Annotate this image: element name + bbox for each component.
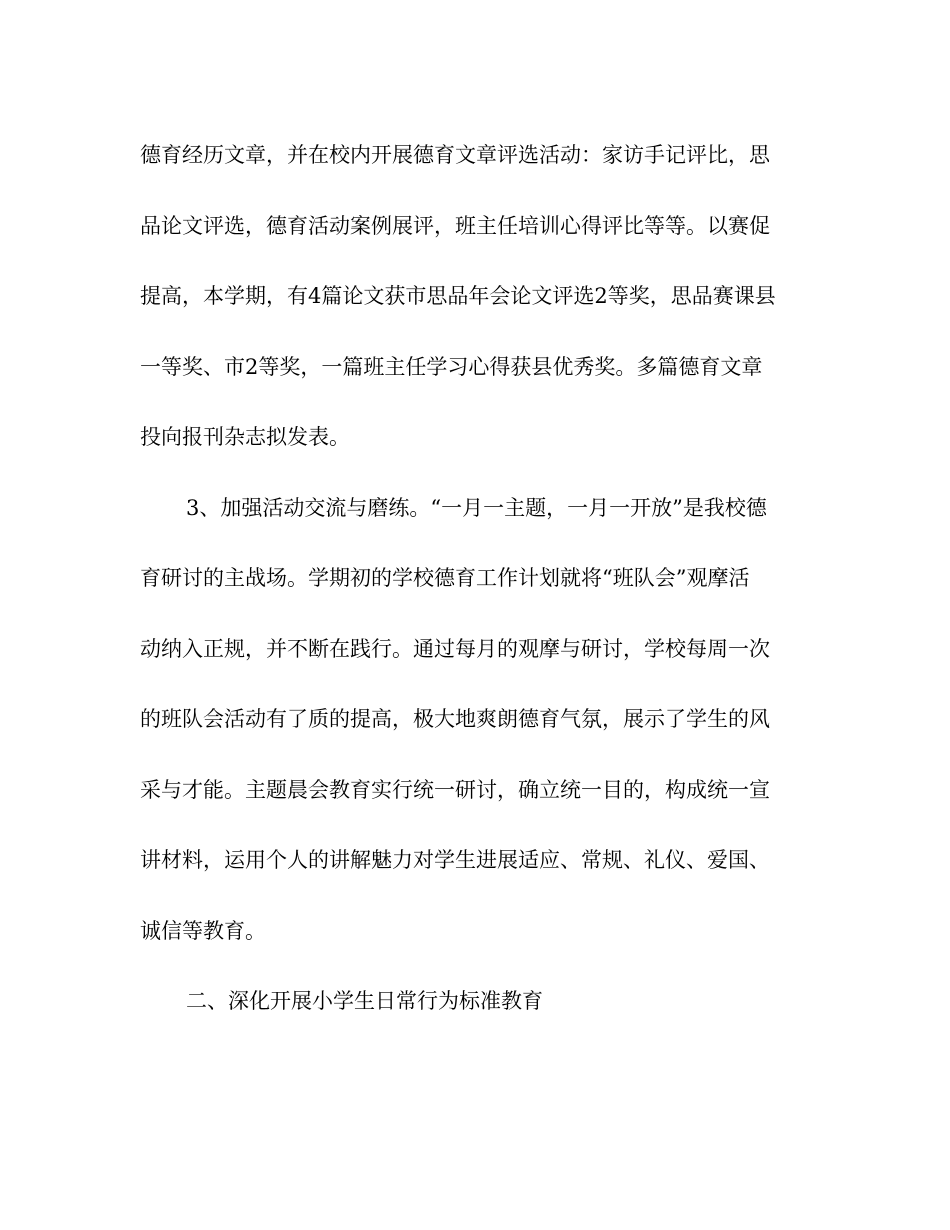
paragraph-start-line: 3、加强活动交流与磨练。“一月一主题，一月一开放”是我校德 bbox=[186, 495, 767, 520]
text-line: 诚信等教育。 bbox=[140, 918, 266, 943]
text-line: 采与才能。主题晨会教育实行统一研讨，确立统一目的，构成统一宣 bbox=[140, 777, 770, 802]
text-line: 投向报刊杂志拟发表。 bbox=[140, 425, 350, 449]
text-line: 讲材料，运用个人的讲解魅力对学生进展适应、常规、礼仪、爱国、 bbox=[140, 848, 770, 872]
text-line: 德育经历文章，并在校内开展德育文章评选活动：家访手记评比，思 bbox=[140, 143, 770, 167]
text-line: 提高，本学期，有4篇论文获市思品年会论文评选2等奖，思品赛课县 bbox=[140, 284, 776, 308]
text-line: 一等奖、市2等奖，一篇班主任学习心得获县优秀奖。多篇德育文章 bbox=[140, 354, 763, 379]
text-line: 的班队会活动有了质的提高，极大地爽朗德育气氛，展示了学生的风 bbox=[140, 707, 770, 731]
document-body bbox=[140, 120, 820, 1037]
text-line: 品论文评选，德育活动案例展评，班主任培训心得评比等等。以赛促 bbox=[140, 213, 770, 238]
text-line: 动纳入正规，并不断在践行。通过每月的观摩与研讨，学校每周一次 bbox=[140, 636, 770, 661]
text-line: 育研讨的主战场。学期初的学校德育工作计划就将“班队会”观摩活 bbox=[140, 566, 750, 590]
section-heading: 二、深化开展小学生日常行为标准教育 bbox=[186, 989, 543, 1013]
